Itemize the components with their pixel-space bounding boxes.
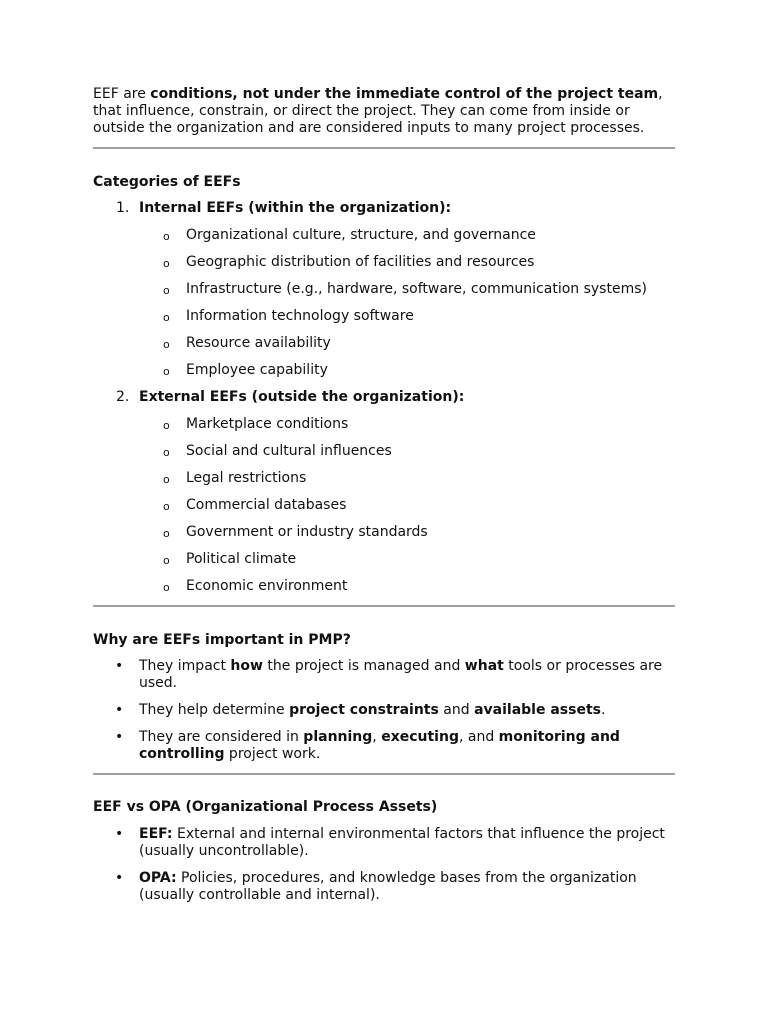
text-run: tools or processes are used. [139,658,663,691]
list-item [93,227,675,244]
list-item-text: Information technology software [186,308,414,324]
bold-run: project constraints [289,702,439,718]
external-eefs-title: External EEFs (outside the organization): [139,389,465,405]
external-eefs-heading [93,389,675,406]
list-item-text: Employee capability [186,362,328,378]
list-item [93,729,675,763]
text-run: They are considered in [139,729,304,745]
list-item [93,870,675,904]
divider-2 [93,605,675,607]
text-run: . [600,702,606,718]
external-eefs-list [93,416,675,595]
circle-bullet-icon: o [163,446,170,459]
eef-vs-opa-heading: EEF vs OPA (Organizational Process Assets) [93,799,438,815]
list-item [93,443,675,460]
bold-run: planning [303,729,373,745]
list-item-text: Organizational culture, structure, and governance [186,227,536,243]
bullet-icon: • [115,870,124,886]
list-item [93,416,675,433]
term-label: EEF: [139,826,173,842]
document-body [93,86,675,904]
list-item [93,308,675,325]
text-run: the project is managed and [262,658,465,674]
list-item-text: Infrastructure (e.g., hardware, software, communication systems) [186,281,647,297]
list-item-text: Social and cultural influences [186,443,392,459]
list-item [93,551,675,568]
text-run: , [372,729,382,745]
list-number: 1. [116,200,130,216]
circle-bullet-icon: o [163,338,170,351]
list-item [93,524,675,541]
text-run: project work. [224,746,321,762]
circle-bullet-icon: o [163,419,170,432]
list-item-text: Legal restrictions [186,470,307,486]
list-item [93,702,675,719]
internal-eefs-title: Internal EEFs (within the organization): [139,200,452,216]
bullet-icon: • [115,658,124,674]
bullet-icon: • [115,702,124,718]
list-number: 2. [116,389,130,405]
list-item-text: Geographic distribution of facilities and resources [186,254,535,270]
intro-text-1: EEF are [93,86,151,102]
intro-text-2: , that influence, constrain, or direct the project. They can come from inside or outside the organization and are considered inputs to many project processes. [93,86,663,136]
intro-bold: conditions, not under the immediate control of the project team [150,86,659,102]
text-run: They impact [139,658,231,674]
term-description: External and internal environmental factors that influence the project (usually uncontrollable). [139,826,665,859]
list-item-text: Resource availability [186,335,331,351]
categories-heading: Categories of EEFs [93,174,241,190]
bullet-icon: • [115,826,124,842]
bold-run: available assets [474,702,601,718]
list-item [93,826,675,860]
bold-run: monitoring and controlling [139,729,620,762]
list-item [93,254,675,271]
list-item-text: Marketplace conditions [186,416,349,432]
circle-bullet-icon: o [163,554,170,567]
list-item-text: Government or industry standards [186,524,428,540]
list-item [93,497,675,514]
circle-bullet-icon: o [163,581,170,594]
divider-1 [93,147,675,149]
internal-eefs-list [93,227,675,379]
circle-bullet-icon: o [163,284,170,297]
list-item-text: Commercial databases [186,497,347,513]
bold-run: how [230,658,263,674]
why-heading: Why are EEFs important in PMP? [93,632,351,648]
bold-run: what [464,658,504,674]
eef-vs-opa-list [93,826,675,904]
text-run: , and [458,729,499,745]
bullet-icon: • [115,729,124,745]
bold-run: executing [381,729,459,745]
circle-bullet-icon: o [163,311,170,324]
term-label: OPA: [139,870,177,886]
divider-3 [93,773,675,775]
list-item [93,281,675,298]
circle-bullet-icon: o [163,365,170,378]
term-description: Policies, procedures, and knowledge bases from the organization (usually controllable and internal). [139,870,637,903]
list-item [93,470,675,487]
list-item-text: Political climate [186,551,297,567]
list-item [93,362,675,379]
why-list [93,658,675,763]
circle-bullet-icon: o [163,230,170,243]
internal-eefs-heading [93,200,675,217]
text-run: They help determine [139,702,290,718]
list-item [93,658,675,692]
text-run: and [438,702,475,718]
circle-bullet-icon: o [163,500,170,513]
list-item [93,335,675,352]
intro-paragraph [93,86,675,137]
list-item-text: Economic environment [186,578,348,594]
list-item [93,578,675,595]
circle-bullet-icon: o [163,527,170,540]
circle-bullet-icon: o [163,473,170,486]
circle-bullet-icon: o [163,257,170,270]
